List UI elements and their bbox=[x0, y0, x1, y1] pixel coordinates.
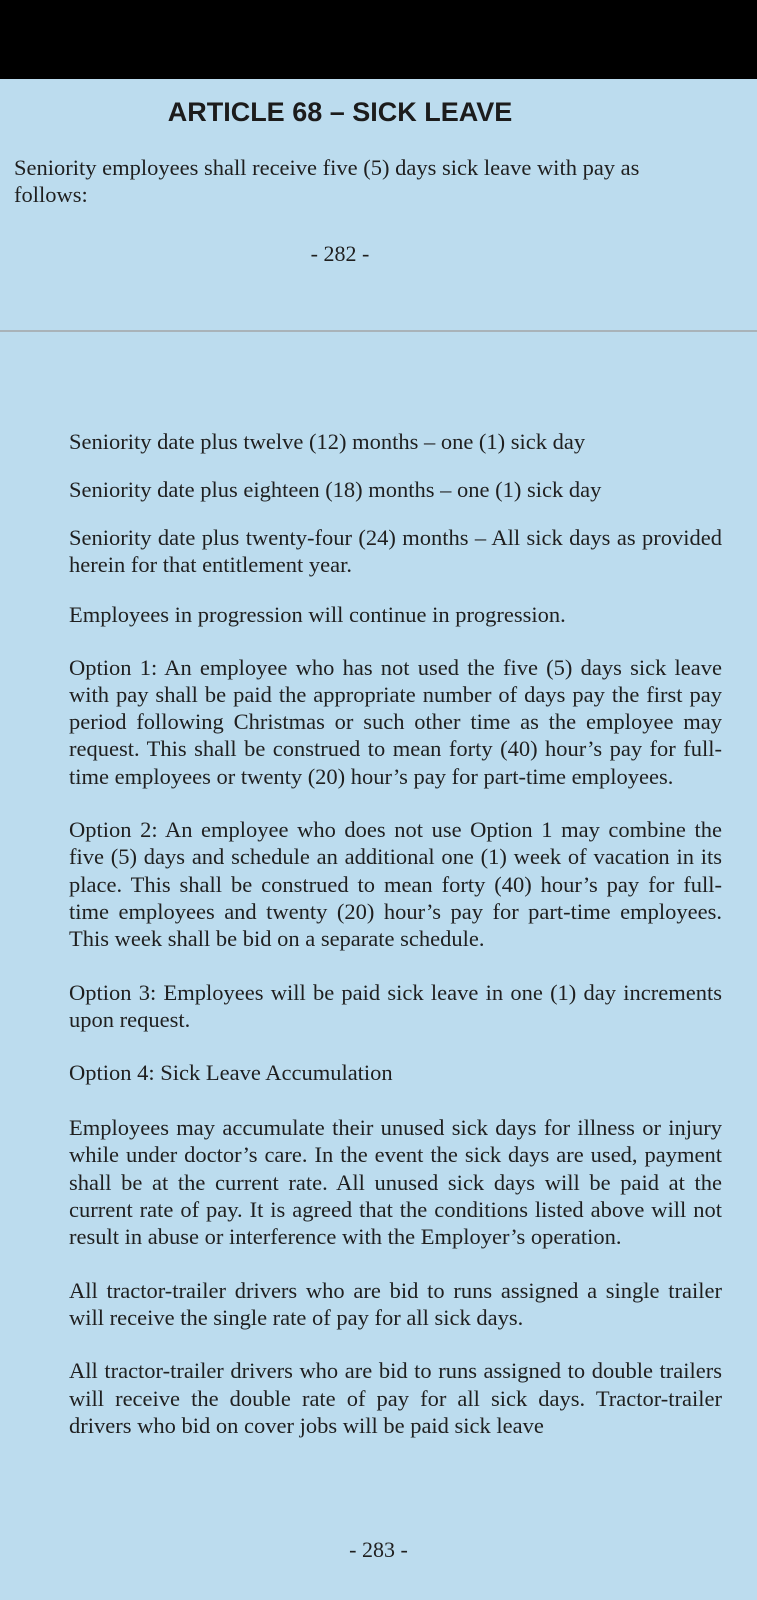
page-number-283: - 283 - bbox=[349, 1537, 408, 1562]
option-3-paragraph: Option 3: Employees will be paid sick leave in one (1) day increments upon request. bbox=[69, 979, 722, 1032]
top-black-bar bbox=[0, 0, 757, 79]
accumulation-paragraph: Employees may accumulate their unused sick days for illness or injury while under doctor’s care. In the event the sick days are used, payment shall be at the current rate. All unused sick days will be paid at the current rate of pay. It is agreed that the conditions listed above will not result in abuse or interference with the Employer’s operation. bbox=[69, 1115, 722, 1250]
seniority-12-months: Seniority date plus twelve (12) months – one (1) sick day bbox=[69, 429, 586, 454]
page-282 bbox=[0, 79, 757, 330]
option-4-heading: Option 4: Sick Leave Accumulation bbox=[69, 1060, 393, 1086]
page-number-282: - 282 - bbox=[310, 241, 370, 266]
page-283 bbox=[69, 428, 722, 1439]
option-2-paragraph: Option 2: An employee who does not use Option 1 may combine the five (5) days and schedule an additional one (1) week of vacation in its place. This shall be construed to mean forty (40) hour’s pay for full-time employees and twenty (20) hour’s pay for part-time employees. This week shall be bid on a separate schedule. bbox=[69, 817, 722, 952]
option-1-paragraph: Option 1: An employee who has not used the five (5) days sick leave with pay shall be paid the appropriate number of days pay the first pay period following Christmas or such other time as the employee may request. This shall be construed to mean forty (40) hour’s pay for full-time employees or twenty (20) hour’s pay for part-time employees. bbox=[69, 654, 722, 789]
seniority-24-months: Seniority date plus twenty-four (24) months – All sick days as provided herein for that entitlement year. bbox=[69, 525, 722, 578]
page-divider bbox=[0, 330, 757, 332]
seniority-18-months: Seniority date plus eighteen (18) months – one (1) sick day bbox=[69, 477, 602, 502]
progression-paragraph: Employees in progression will continue in progression. bbox=[69, 601, 566, 627]
single-trailer-paragraph: All tractor-trailer drivers who are bid to runs assigned a single trailer will receive the single rate of pay for all sick days. bbox=[69, 1277, 722, 1330]
article-title: ARTICLE 68 – SICK LEAVE bbox=[167, 97, 513, 127]
intro-paragraph: Seniority employees shall receive five (5) days sick leave with pay as follows: bbox=[14, 155, 640, 207]
double-trailer-paragraph: All tractor-trailer drivers who are bid to runs assigned to double trailers will receive the double rate of pay for all sick days. Tractor-trailer drivers who bid on cover jobs will be paid sick leave bbox=[69, 1358, 722, 1438]
